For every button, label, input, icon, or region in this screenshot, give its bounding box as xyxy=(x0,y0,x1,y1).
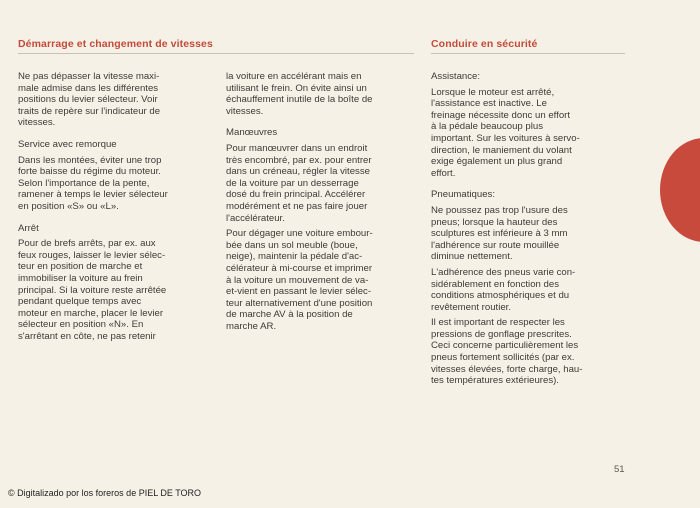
paragraph-tyre-wear: Ne poussez pas trop l'usure des pneus; lorsque la hauteur des sculptures est inférieure à 3 mm l'adhérence sur route mouillée diminue nettement. xyxy=(431,204,568,263)
chapter-tab-marker xyxy=(660,138,700,242)
page-number: 51 xyxy=(614,464,625,475)
heading-manoeuvres: Manœuvres xyxy=(226,127,278,139)
right-section-title: Conduire en sécurité xyxy=(431,38,538,50)
right-section-rule xyxy=(431,53,625,54)
heading-tyres: Pneumatiques: xyxy=(431,189,495,201)
scan-credit-footer: © Digitalizado por los foreros de PIEL DE TORO xyxy=(8,488,202,498)
heading-assistance: Assistance: xyxy=(431,71,481,82)
paragraph-tyre-grip: L'adhérence des pneus varie con- sidérablement en fonction des conditions atmosphériques et du revêtement routier. xyxy=(431,266,576,313)
paragraph-speed-limits: Ne pas dépasser la vitesse maxi- male admise dans les différentes positions du levier sélecteur. Voir traits de repère sur l'indicateur de vitesses. xyxy=(18,71,161,129)
paragraph-stopping-cont: la voiture en accélérant mais en utilisant le frein. On évite ainsi un échauffement inutile de la boîte de vitesses. xyxy=(226,71,373,117)
heading-stopping: Arrêt xyxy=(18,222,39,234)
left-section-rule xyxy=(18,53,414,54)
paragraph-stuck-vehicle: Pour dégager une voiture embour- bée dans un sol meuble (boue, neige), maintenir la pédale d'ac- célérateur à mi-course et imprimer à la voiture un mouvement de va- et-vient en passant le levier sélec- teur alternativement d'une position de marche AV à la position de marche AR. xyxy=(226,228,373,332)
left-section-title: Démarrage et changement de vitesses xyxy=(18,38,213,50)
paragraph-tyre-pressure: Il est important de respecter les pressions de gonflage prescrites. Ceci concerne particulièrement les pneus fortement sollicités (par ex. vitesses élevées, forte charge, hau- tes températures extérieures). xyxy=(431,317,583,387)
paragraph-manoeuvres: Pour manœuvrer dans un endroit très encombré, par ex. pour entrer dans un créneau, régler la vitesse de la voiture par un desserrage dosé du frein principal. Accélérer modérément et ne pas faire jouer l'accélérateur. xyxy=(226,142,372,224)
paragraph-trailer-service: Dans les montées, éviter une trop forte baisse du régime du moteur. Selon l'importance de la pente, ramener à temps le levier sélecteur en position «S» ou «L». xyxy=(18,154,168,212)
paragraph-assistance: Lorsque le moteur est arrêté, l'assistance est inactive. Le freinage nécessite donc un effort à la pédale beaucoup plus important. Sur les voitures à servo- direction, le maniement du volant exige également un plus grand effort. xyxy=(431,86,580,179)
column-3 xyxy=(431,71,627,391)
heading-trailer-service: Service avec remorque xyxy=(18,138,117,150)
column-1 xyxy=(18,71,218,346)
paragraph-stopping: Pour de brefs arrêts, par ex. aux feux rouges, laisser le levier sélec- teur en position de marche et immobiliser la voiture au frein principal. Si la voiture reste arrêtée pendant quelque temps avec moteur en marche, placer le levier sélecteur en position «N». En s'arrêtant en côte, ne pas retenir xyxy=(18,238,167,342)
column-2 xyxy=(226,71,416,336)
